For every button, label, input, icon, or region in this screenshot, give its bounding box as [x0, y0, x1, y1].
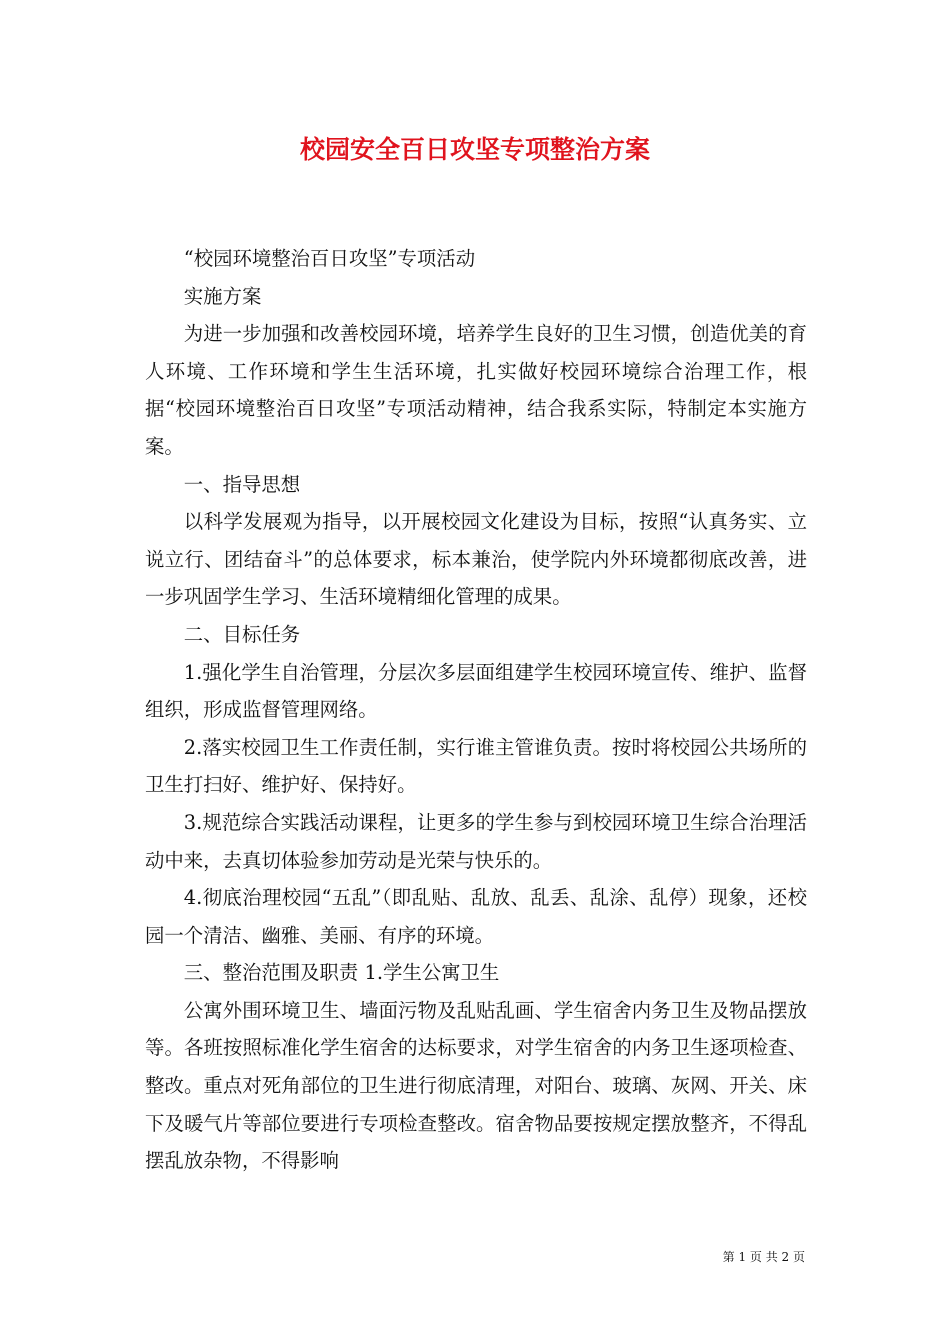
paragraph-goal-2: 2.落实校园卫生工作责任制，实行谁主管谁负责。按时将校园公共场所的卫生打扫好、维护好、保持好。: [145, 735, 807, 797]
page-number: 第 1 页 共 2 页: [722, 1250, 805, 1264]
paragraph-guiding-idea: 以科学发展观为指导，以开展校园文化建设为目标，按照“认真务实、立说立行、团结奋斗”的总体要求，标本兼治，使学院内外环境都彻底改善，进一步巩固学生学习、生活环境精细化管理的成果。: [145, 510, 807, 609]
section-heading-goals: 二、目标任务: [183, 622, 301, 646]
paragraph-intro: 为进一步加强和改善校园环境，培养学生良好的卫生习惯，创造优美的育人环境、工作环境和学生生活环境，扎实做好校园环境综合治理工作，根据“校园环境整治百日攻坚”专项活动精神，结合我系实际，特制定本实施方案。: [145, 322, 807, 458]
section-heading-scope: 三、整治范围及职责 1.学生公寓卫生: [183, 961, 500, 985]
paragraph-plan-label: 实施方案: [183, 284, 262, 308]
paragraph-goal-1: 1.强化学生自治管理，分层次多层面组建学生校园环境宣传、维护、监督组织，形成监督管理网络。: [145, 660, 807, 722]
paragraph-goal-4: 4.彻底治理校园“五乱”（即乱贴、乱放、乱丢、乱涂、乱停）现象，还校园一个清洁、幽雅、美丽、有序的环境。: [145, 886, 807, 947]
document-title: 校园安全百日攻坚专项整治方案: [299, 135, 650, 164]
section-heading-guiding-idea: 一、指导思想: [183, 472, 301, 496]
document-body: [145, 240, 807, 1180]
paragraph-goal-3: 3.规范综合实践活动课程，让更多的学生参与到校园环境卫生综合治理活动中来，去真切体验参加劳动是光荣与快乐的。: [145, 810, 807, 872]
paragraph-dormitory-hygiene: 公寓外围环境卫生、墙面污物及乱贴乱画、学生宿舍内务卫生及物品摆放等。各班按照标准化学生宿舍的达标要求，对学生宿舍的内务卫生逐项检查、整改。重点对死角部位的卫生进行彻底清理，对阳台、玻璃、灰网、开关、床下及暖气片等部位要进行专项检查整改。宿舍物品要按规定摆放整齐，不得乱摆乱放杂物，不得影响: [145, 998, 807, 1173]
paragraph-activity-title: “校园环境整治百日攻坚”专项活动: [183, 247, 476, 270]
